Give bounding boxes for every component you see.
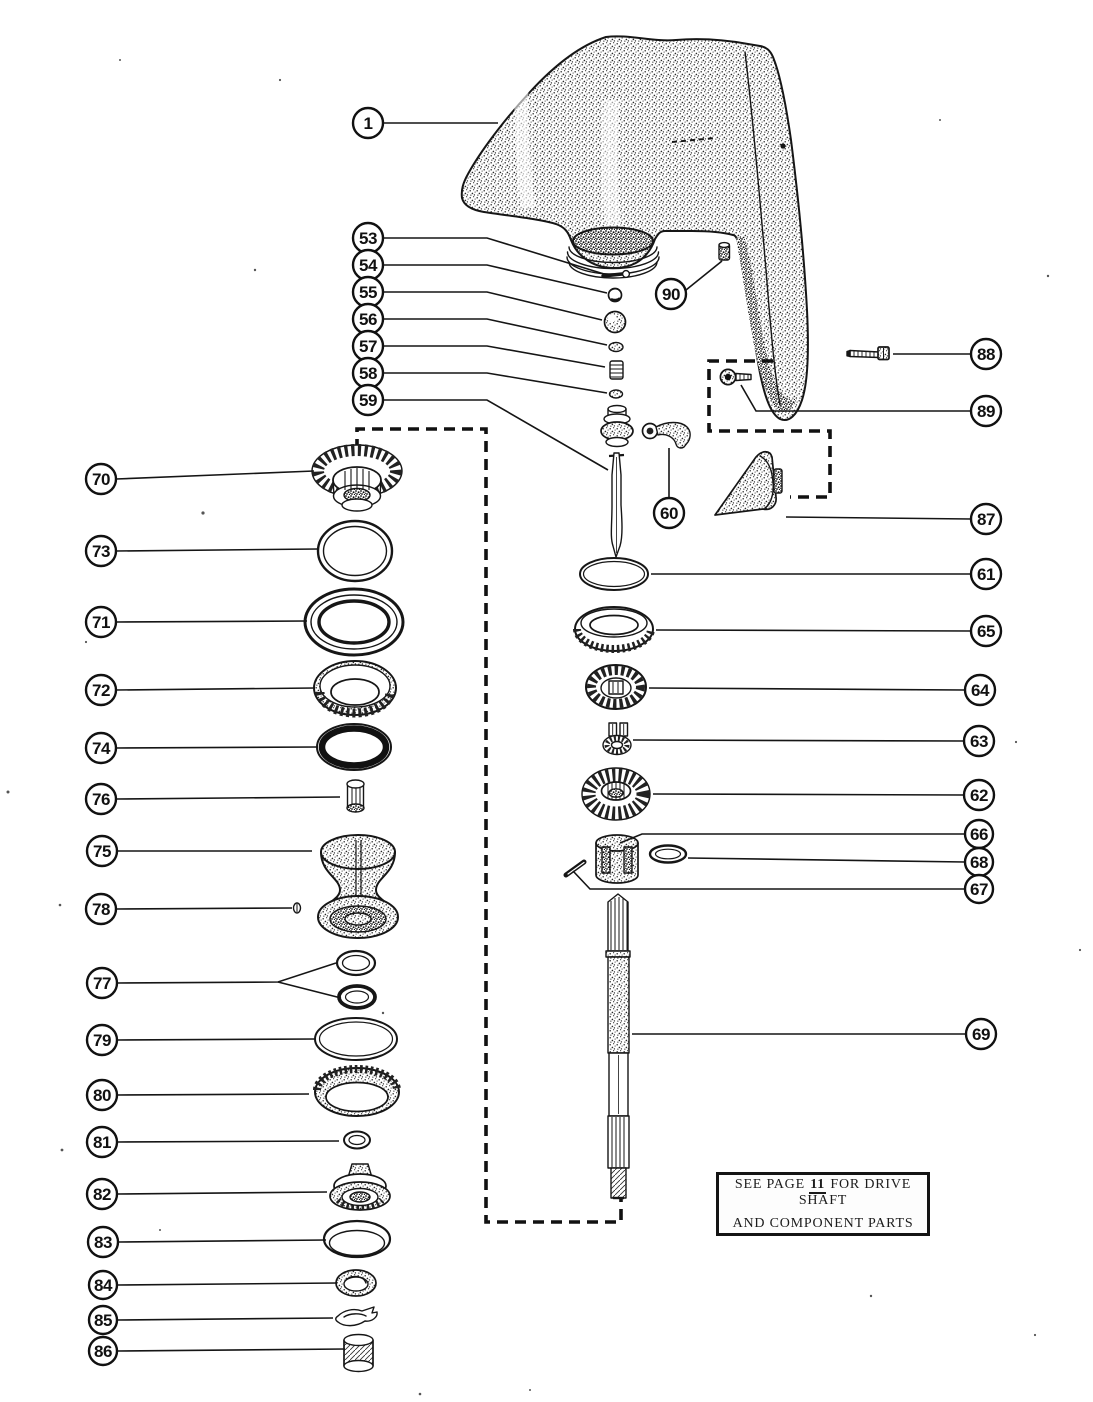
leader-line (278, 982, 341, 998)
leader-line (116, 688, 315, 690)
callout-79 (87, 1025, 316, 1055)
callout-number: 76 (92, 790, 110, 809)
callout-78 (86, 894, 292, 924)
leader-line (383, 373, 607, 393)
part-61-oring (580, 558, 648, 590)
callout-number: 81 (93, 1133, 111, 1152)
callout-number: 56 (359, 310, 377, 329)
leader-line (117, 1318, 333, 1320)
leader-line (117, 1192, 327, 1194)
drive-shaft-note-box (716, 1172, 930, 1236)
callout-85 (89, 1306, 333, 1334)
callout-82 (87, 1179, 327, 1209)
callout-number: 73 (92, 542, 110, 561)
callout-number: 67 (970, 880, 988, 899)
callout-number: 66 (970, 825, 988, 844)
leader-line (383, 319, 607, 345)
callout-73 (86, 536, 318, 566)
callout-62 (653, 780, 994, 810)
part-58-washer (610, 390, 623, 398)
callout-number: 80 (93, 1086, 111, 1105)
part-76-roller-bearing (347, 780, 364, 812)
note-line1-prefix: SEE PAGE (734, 1176, 805, 1192)
callout-65 (656, 616, 1001, 646)
callout-58 (353, 358, 607, 393)
part-55-ball (605, 312, 626, 333)
part-72-bearing-race (314, 661, 396, 715)
callout-number: 72 (92, 681, 110, 700)
leader-line (688, 858, 965, 862)
part-60-shift-cam-lever (643, 423, 691, 449)
callout-87 (786, 504, 1001, 534)
callout-number: 61 (977, 565, 995, 584)
leader-line (116, 747, 318, 748)
leader-line (116, 549, 318, 551)
part-63-roller-bearing-small (603, 723, 631, 755)
callout-number: 89 (977, 402, 995, 421)
callout-86 (89, 1337, 345, 1365)
note-page-ref: 11 (810, 1176, 826, 1192)
callout-69 (632, 1019, 996, 1049)
part-79-oring (315, 1018, 397, 1060)
callout-80 (87, 1080, 309, 1110)
callout-56 (353, 304, 607, 345)
part-90-plug (719, 243, 730, 260)
callout-number: 75 (93, 842, 111, 861)
callout-number: 71 (92, 613, 110, 632)
part-68-oring-small (650, 846, 686, 863)
part-59-shift-cam-assembly (601, 406, 633, 558)
callout-number: 77 (93, 974, 111, 993)
part-80-bearing-ring (315, 1068, 399, 1116)
part-84-cap (336, 1270, 376, 1296)
part-56-nut (609, 343, 623, 352)
leader-line (117, 1141, 339, 1142)
housing-hole (780, 143, 785, 148)
note-line1-suffix: FOR DRIVE SHAFT (798, 1176, 912, 1208)
callout-63 (633, 726, 994, 756)
callout-71 (86, 607, 307, 637)
part-54-ball (609, 289, 622, 302)
leader-line (116, 471, 314, 479)
callout-90 (656, 261, 722, 309)
leader-line (118, 1240, 326, 1242)
callout-number: 62 (970, 786, 988, 805)
leader-line (653, 794, 964, 795)
gear-housing-drawing (462, 36, 808, 420)
part-88-bolt (847, 347, 889, 360)
part-53-pin (603, 271, 629, 278)
leader-line (116, 621, 307, 622)
part-69-propeller-shaft (606, 894, 630, 1198)
callout-number: 54 (359, 256, 377, 275)
leader-line (686, 261, 722, 290)
callout-number: 88 (977, 345, 995, 364)
callout-83 (88, 1227, 326, 1257)
callout-66 (620, 820, 993, 848)
callout-84 (89, 1271, 337, 1299)
leader-line (383, 400, 608, 470)
part-78-key (294, 903, 301, 913)
callout-number: 86 (94, 1342, 112, 1361)
part-57-spring (610, 361, 623, 379)
leader-line (117, 1094, 309, 1095)
callout-number: 58 (359, 364, 377, 383)
leader-line (656, 630, 971, 631)
leader-line (383, 346, 605, 367)
leader-line (383, 292, 602, 320)
leader-line (117, 1039, 316, 1040)
leader-line (633, 740, 964, 741)
callout-number: 68 (970, 853, 988, 872)
part-77-thrust-washers (337, 951, 375, 1008)
callout-number: 69 (972, 1025, 990, 1044)
leader-line (649, 688, 965, 690)
callout-60 (654, 448, 684, 528)
callout-64 (649, 675, 995, 705)
callout-number: 85 (94, 1311, 112, 1330)
leader-line (116, 797, 340, 799)
leader-line (383, 238, 604, 274)
callout-number: 60 (660, 504, 678, 523)
callout-number: 90 (662, 285, 680, 304)
callout-number: 53 (359, 229, 377, 248)
leader-line (117, 1349, 345, 1351)
callout-76 (86, 784, 340, 814)
part-83-retainer-ring (324, 1221, 390, 1257)
part-71-oil-seal (305, 589, 403, 655)
leader-line (620, 834, 965, 843)
part-81-snap-ring (344, 1132, 370, 1149)
callout-number: 55 (359, 283, 377, 302)
callout-number: 65 (977, 622, 995, 641)
part-65-bearing-race (575, 607, 653, 651)
callout-77 (87, 963, 341, 998)
callout-81 (87, 1127, 339, 1157)
note-line-2: AND COMPONENT PARTS (732, 1215, 914, 1231)
part-75-bearing-carrier (318, 835, 398, 938)
callout-number: 63 (970, 732, 988, 751)
callout-74 (86, 733, 318, 763)
callout-68 (688, 848, 993, 876)
part-85-tab-washer (336, 1307, 377, 1326)
callout-number: 82 (93, 1185, 111, 1204)
assembly-dashed-outline-left (357, 429, 621, 1222)
callout-number: 59 (359, 391, 377, 410)
leader-line (116, 908, 292, 909)
callout-number: 70 (92, 470, 110, 489)
part-87-bearing-carrier-cone (715, 452, 782, 515)
part-62-reverse-gear (582, 768, 650, 820)
part-74-oring (317, 724, 391, 770)
part-66-clutch-dog (596, 835, 638, 883)
callout-number: 1 (363, 114, 373, 133)
part-64-roller-bearing (586, 665, 646, 709)
callout-number: 84 (94, 1276, 112, 1295)
callout-number: 64 (971, 681, 989, 700)
part-82-bearing-assembly (330, 1164, 390, 1210)
callout-88 (893, 339, 1001, 369)
callout-1 (353, 108, 498, 138)
part-86-spacer (344, 1335, 373, 1372)
callout-72 (86, 675, 315, 705)
part-70-forward-gear (312, 445, 402, 511)
callout-75 (87, 836, 312, 866)
part-73-oring (318, 521, 392, 581)
callout-61 (651, 559, 1001, 589)
leader-line (786, 517, 971, 519)
leader-line (117, 963, 336, 983)
callout-number: 87 (977, 510, 995, 529)
callout-number: 78 (92, 900, 110, 919)
note-line-1 (719, 1177, 927, 1209)
callout-number: 79 (93, 1031, 111, 1050)
callout-number: 57 (359, 337, 377, 356)
callout-70 (86, 464, 314, 494)
callout-number: 83 (94, 1233, 112, 1252)
leader-line (117, 1283, 337, 1285)
part-89-bolt (720, 369, 751, 384)
callout-number: 74 (92, 739, 110, 758)
